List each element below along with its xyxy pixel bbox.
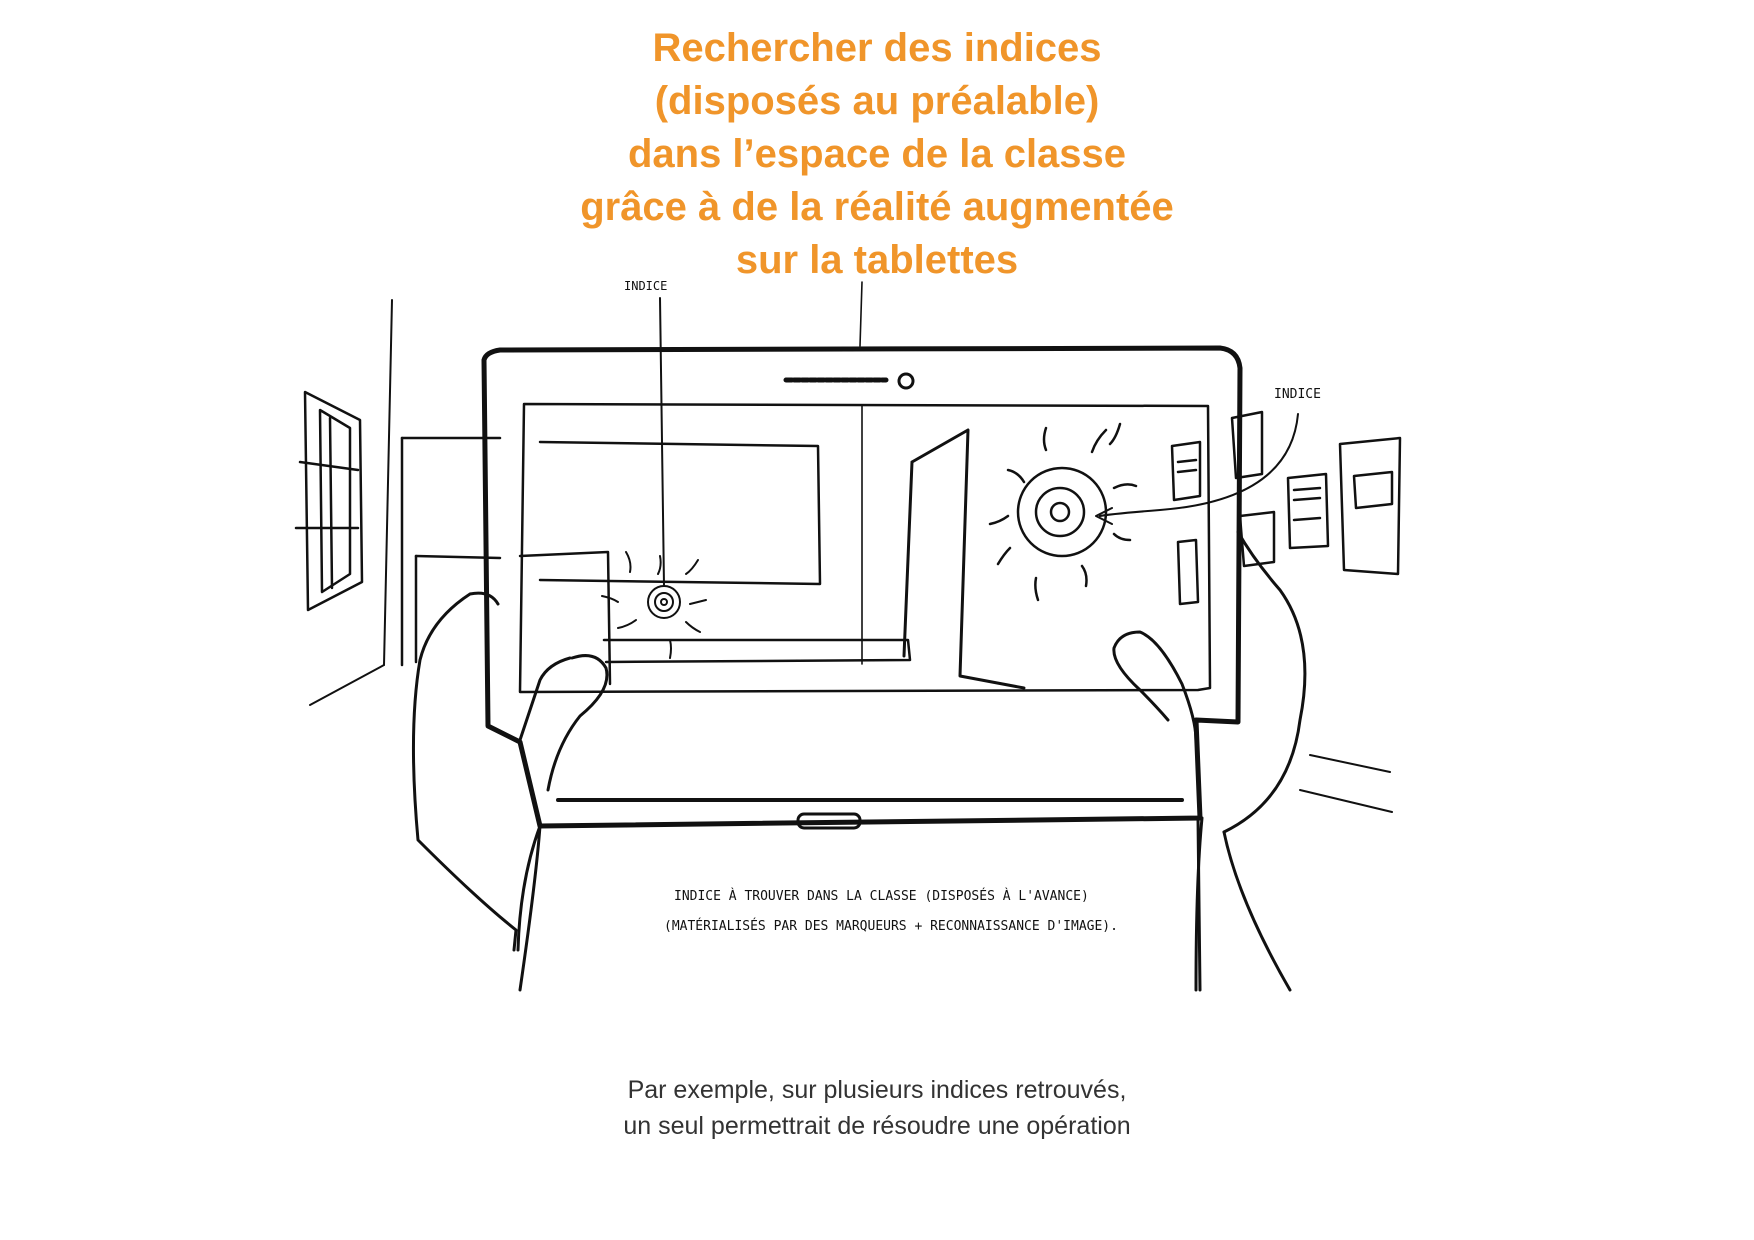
screen-board — [520, 442, 910, 684]
wall-edge-left — [384, 300, 392, 665]
pointer-line-left — [660, 298, 664, 586]
caption-line-1: Par exemple, sur plusieurs indices retrouvés, — [627, 1076, 1127, 1104]
heading-line-2: (disposés au préalable) — [654, 79, 1100, 123]
heading-line-1: Rechercher des indices — [652, 26, 1102, 70]
caption-line-2: un seul permettrait de résoudre une opération — [623, 1112, 1131, 1140]
ar-marker-large-icon — [990, 424, 1136, 600]
label-indice-left: INDICE — [624, 279, 668, 293]
left-hand — [413, 593, 606, 950]
ar-marker-small-icon — [602, 552, 706, 658]
floor-line-left — [310, 665, 384, 705]
posters-right — [1172, 412, 1400, 604]
floor-line-right — [1300, 755, 1392, 812]
pointer-arrow-right — [1096, 414, 1298, 524]
handwritten-note-line-1: INDICE À TROUVER DANS LA CLASSE (DISPOSÉS À L'AVANCE) — [674, 889, 1089, 904]
window-left — [296, 392, 362, 610]
label-indice-right: INDICE — [1274, 387, 1321, 402]
heading-line-3: dans l’espace de la classe — [627, 132, 1127, 176]
handwritten-note-line-2: (MATÉRIALISÉS PAR DES MARQUEURS + RECONNAISSANCE D'IMAGE). — [664, 919, 1118, 934]
right-arm — [1196, 818, 1290, 990]
caption — [0, 1072, 1754, 1144]
heading-line-4: grâce à de la réalité augmentée — [580, 185, 1174, 229]
camera-icon — [899, 374, 913, 388]
pointer-line-center — [860, 282, 862, 664]
heading-line-5: sur la tablettes — [735, 238, 1019, 282]
tablet-screen — [520, 404, 1210, 692]
tablet-back — [520, 818, 1200, 990]
screen-door — [904, 430, 1024, 688]
